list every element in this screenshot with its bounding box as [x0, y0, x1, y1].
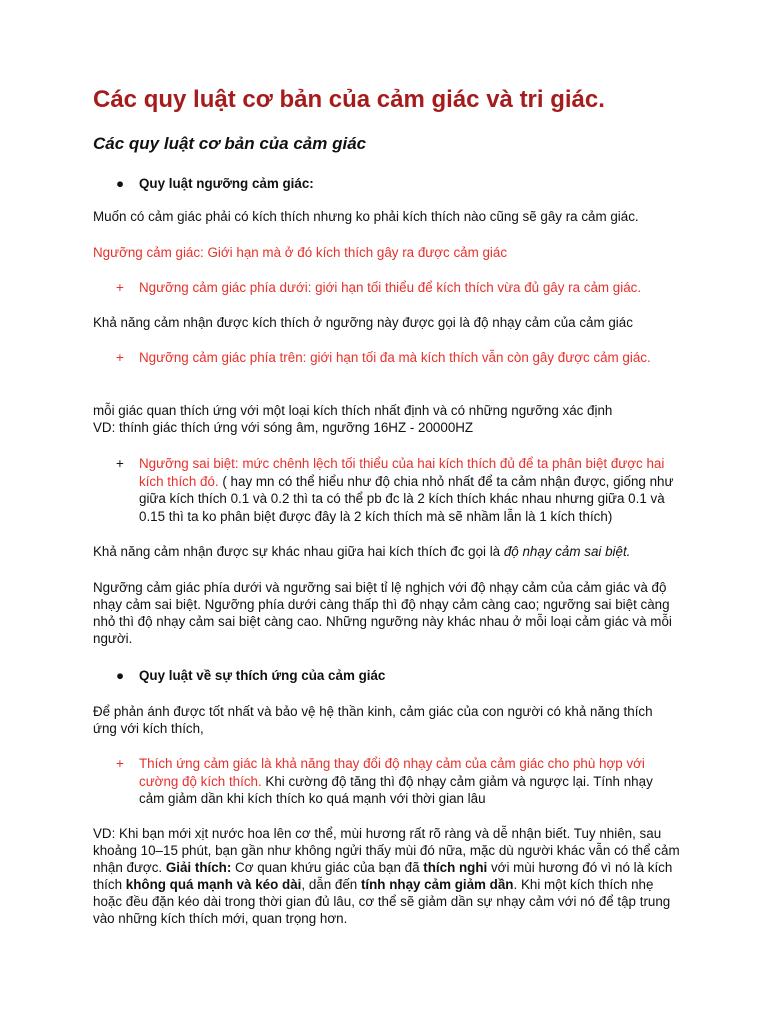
- example-text: . Khi một kích thích nhẹ hoặc đều đặn kéo dài trong thời gian đủ lâu, cơ thể sẽ giảm dần sự nhạy cảm với nó để tập trung vào những kích thích mới, quan trọng hơn.: [93, 877, 671, 926]
- example-bold-explanation: Giải thích:: [165, 860, 232, 875]
- plus-text-red: Thích ứng cảm giác là khả năng thay đổi độ nhạy cảm của cảm giác cho phù hợp với cường độ kích thích.: [139, 756, 645, 789]
- paragraph-5: Ngưỡng cảm giác phía dưới và ngưỡng sai biệt tỉ lệ nghịch với độ nhạy cảm của cảm giác và độ nhạy cảm sai biệt. Ngưỡng phía dưới càng thấp thì độ nhạy cảm càng cao; ngưỡng sai biệt càng nhỏ thì độ nhạy cảm sai biệt càng cao. Những ngưỡng này khác nhau ở mỗi loại cảm giác và mỗi người.: [93, 580, 672, 646]
- plus-text-rest: Khi cường độ tăng thì độ nhạy cảm giảm và ngược lại. Tính nhạy cảm giảm dần khi kích thích ko quá mạnh với thời gian lâu: [139, 773, 653, 806]
- example-bold-adapt: thích nghi: [423, 860, 488, 875]
- example-text: với mùi hương đó vì nó là kích thích: [93, 860, 673, 892]
- plus-marker: +: [116, 456, 124, 471]
- bullet-label: Quy luật ngưỡng cảm giác:: [139, 176, 314, 191]
- plus-text: Ngưỡng cảm giác phía dưới: giới hạn tối thiểu để kích thích vừa đủ gây ra cảm giác.: [139, 280, 642, 295]
- plus-text: [139, 755, 679, 808]
- paragraph-3-line-1: mỗi giác quan thích ứng với một loại kích thích nhất định và có những ngưỡng xác định: [93, 403, 613, 418]
- paragraph-6: Để phản ánh được tốt nhất và bảo vệ hệ thần kinh, cảm giác của con người có khả năng thích ứng với kích thích,: [93, 704, 653, 736]
- red-definition-threshold: Ngưỡng cảm giác: Giới hạn mà ở đó kích thích gây ra được cảm giác: [93, 245, 508, 260]
- example-bold-stimulus: không quá mạnh và kéo dài: [125, 877, 302, 892]
- paragraph-7-example: [93, 825, 683, 927]
- section-title: Các quy luật cơ bản của cảm giác: [93, 134, 367, 153]
- plus-text: Ngưỡng cảm giác phía trên: giới hạn tối đa mà kích thích vẫn còn gây được cảm giác.: [139, 350, 651, 365]
- example-text: VD: Khi bạn mới xịt nước hoa lên cơ thể, mùi hương rất rõ ràng và dễ nhận biết. Tuy nhiên, sau khoảng 10–15 phút, bạn gần như không ngửi thấy mùi đó nữa, mặc dù người khác vẫn có thể cảm nhận được.: [93, 826, 680, 875]
- paragraph-3-line-2: VD: thính giác thích ứng với sóng âm, ngưỡng 16HZ - 20000HZ: [93, 420, 474, 435]
- plus-marker: +: [116, 756, 124, 771]
- bullet-label: Quy luật về sự thích ứng của cảm giác: [139, 668, 386, 683]
- plus-text-red: Ngưỡng sai biệt: mức chênh lệch tối thiểu của hai kích thích đủ để ta phân biệt được hai kích thích đó.: [139, 456, 665, 489]
- paragraph-4: [93, 543, 683, 560]
- plus-text-rest: ( hay mn có thể hiểu như độ chia nhỏ nhất để ta cảm nhận được, giống như giữa kích thích 0.1 và 0.2 thì ta có thể pb đc là 2 kích thích khác nhau nhưng giữa 0.1 và 0.15 thì ta ko phân biệt được đây là 2 kích thích mà sẽ nhầm lẫn là 1 kích thích): [139, 473, 674, 524]
- paragraph-2: Khả năng cảm nhận được kích thích ở ngưỡng này được gọi là độ nhạy cảm của cảm giác: [93, 315, 633, 330]
- bullet-marker: ●: [116, 176, 125, 191]
- example-bold-sensitivity: tính nhạy cảm giảm dần: [360, 877, 514, 892]
- plus-marker: +: [116, 280, 124, 295]
- example-text: Cơ quan khứu giác của bạn đã: [231, 860, 424, 875]
- plus-text: [139, 455, 679, 525]
- paragraph-4-italic: độ nhạy cảm sai biệt.: [503, 544, 631, 559]
- paragraph-1: Muốn có cảm giác phải có kích thích nhưng ko phải kích thích nào cũng sẽ gây ra cảm giác.: [93, 209, 639, 224]
- paragraph-4-start: Khả năng cảm nhận được sự khác nhau giữa hai kích thích đc gọi là: [93, 544, 504, 559]
- example-text: , dẫn đến: [301, 877, 361, 892]
- bullet-marker: ●: [116, 668, 125, 683]
- paragraph-3: [93, 402, 683, 436]
- plus-marker: +: [116, 350, 124, 365]
- document-title: Các quy luật cơ bản của cảm giác và tri giác.: [93, 86, 605, 113]
